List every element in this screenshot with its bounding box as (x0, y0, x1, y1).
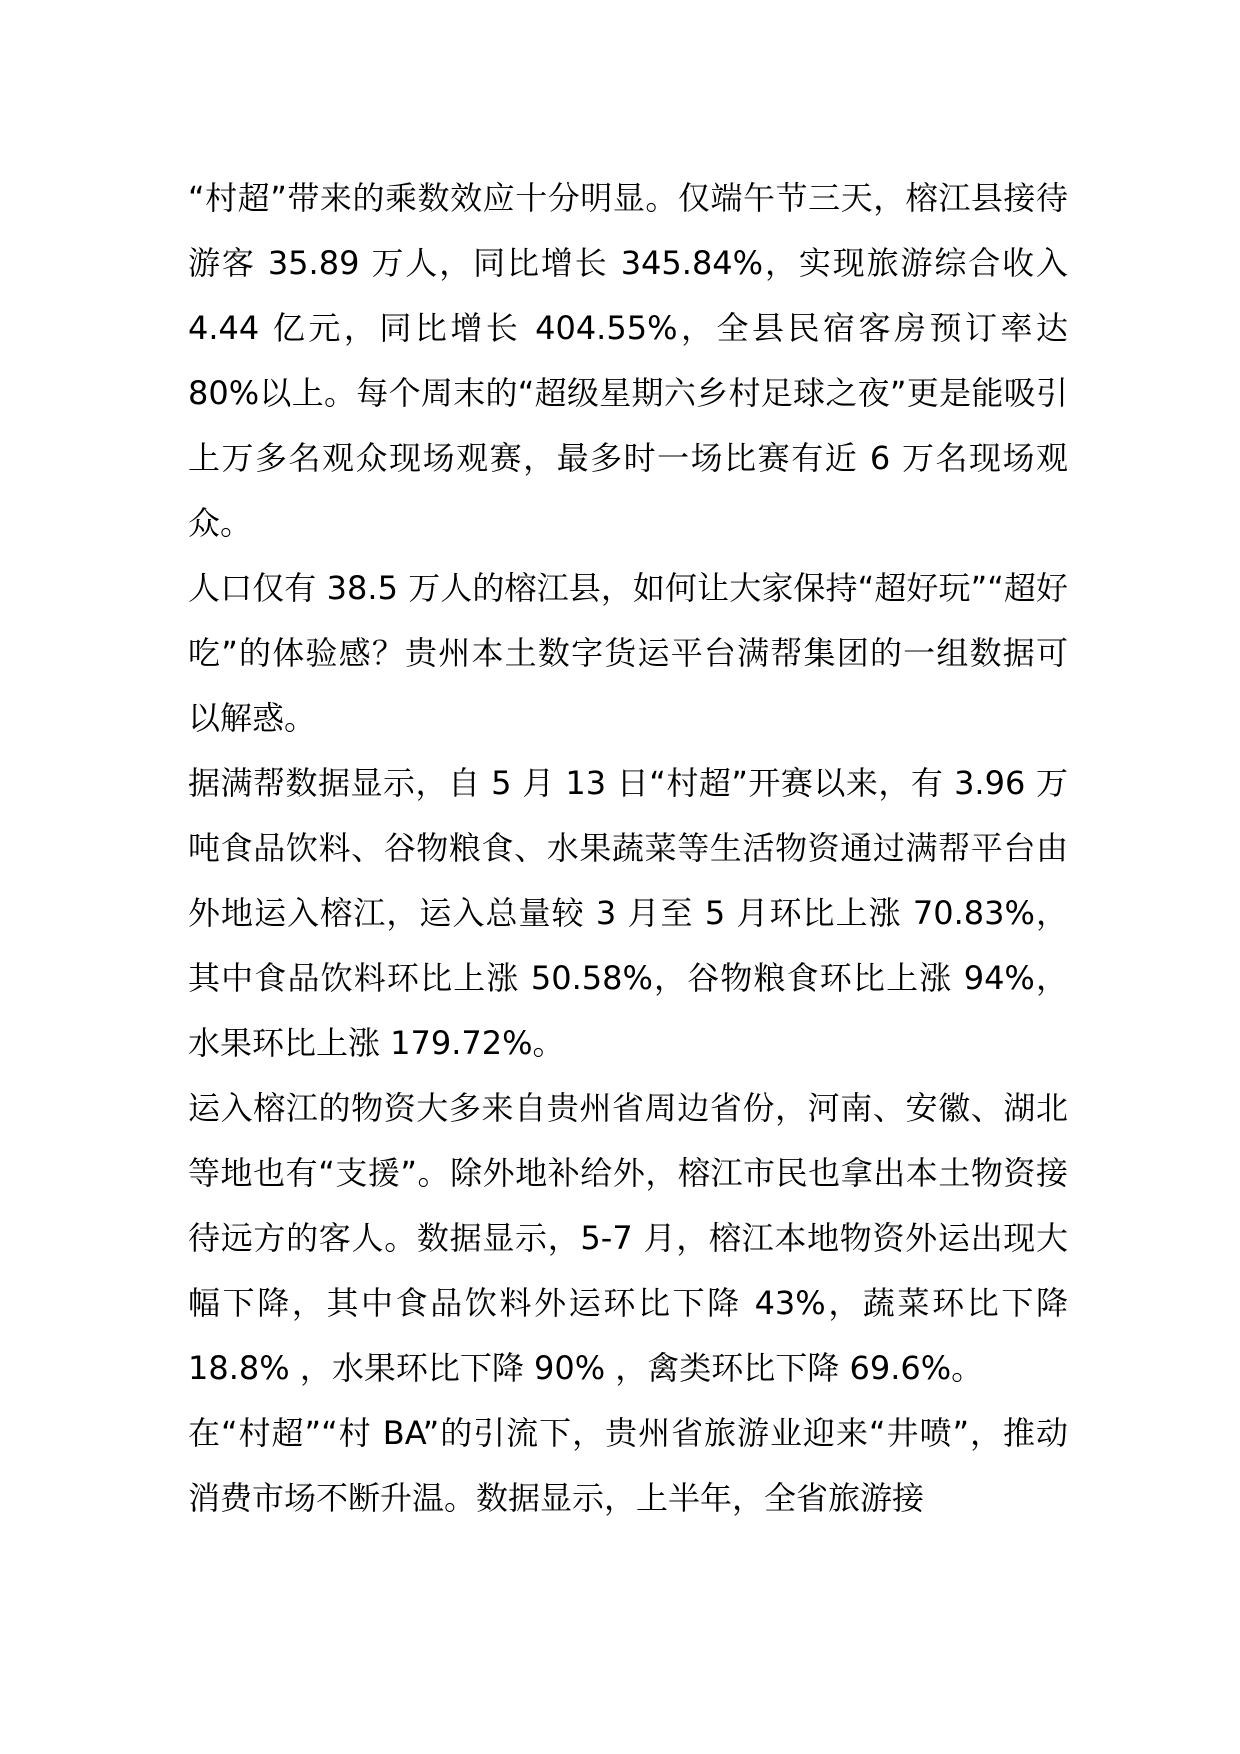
paragraph-5: 在“村超”“村 BA”的引流下，贵州省旅游业迎来“井喷”，推动消费市场不断升温。数据显示，上半年，全省旅游接 (188, 1414, 1068, 1517)
paragraph-3: 据满帮数据显示，自 5 月 13 日“村超”开赛以来，有 3.96 万吨食品饮料、谷物粮食、水果蔬菜等生活物资通过满帮平台由外地运入榕江，运入总量较 3 月至 5 月环比上涨 70.83%，其中食品饮料环比上涨 50.58%，谷物粮食环比上涨 94%，水果环比上涨 179.72%。 (188, 764, 1068, 1062)
paragraph-2: 人口仅有 38.5 万人的榕江县，如何让大家保持“超好玩”“超好吃”的体验感？贵州本土数字货运平台满帮集团的一组数据可以解惑。 (188, 569, 1068, 737)
document-body (188, 166, 1068, 1531)
paragraph-1: “村超”带来的乘数效应十分明显。仅端午节三天，榕江县接待游客 35.89 万人，同比增长 345.84%，实现旅游综合收入 4.44 亿元，同比增长 404.55%，全县民宿客房预订率达 80%以上。每个周末的“超级星期六乡村足球之夜”更是能吸引上万多名观众现场观赛，最多时一场比赛有近 6 万名现场观众。 (188, 179, 1068, 542)
paragraph-4: 运入榕江的物资大多来自贵州省周边省份，河南、安徽、湖北等地也有“支援”。除外地补给外，榕江市民也拿出本土物资接待远方的客人。数据显示，5-7 月，榕江本地物资外运出现大幅下降，其中食品饮料外运环比下降 43%，蔬菜环比下降 18.8% ，水果环比下降 90% ，禽类环比下降 69.6%。 (188, 1089, 1068, 1387)
